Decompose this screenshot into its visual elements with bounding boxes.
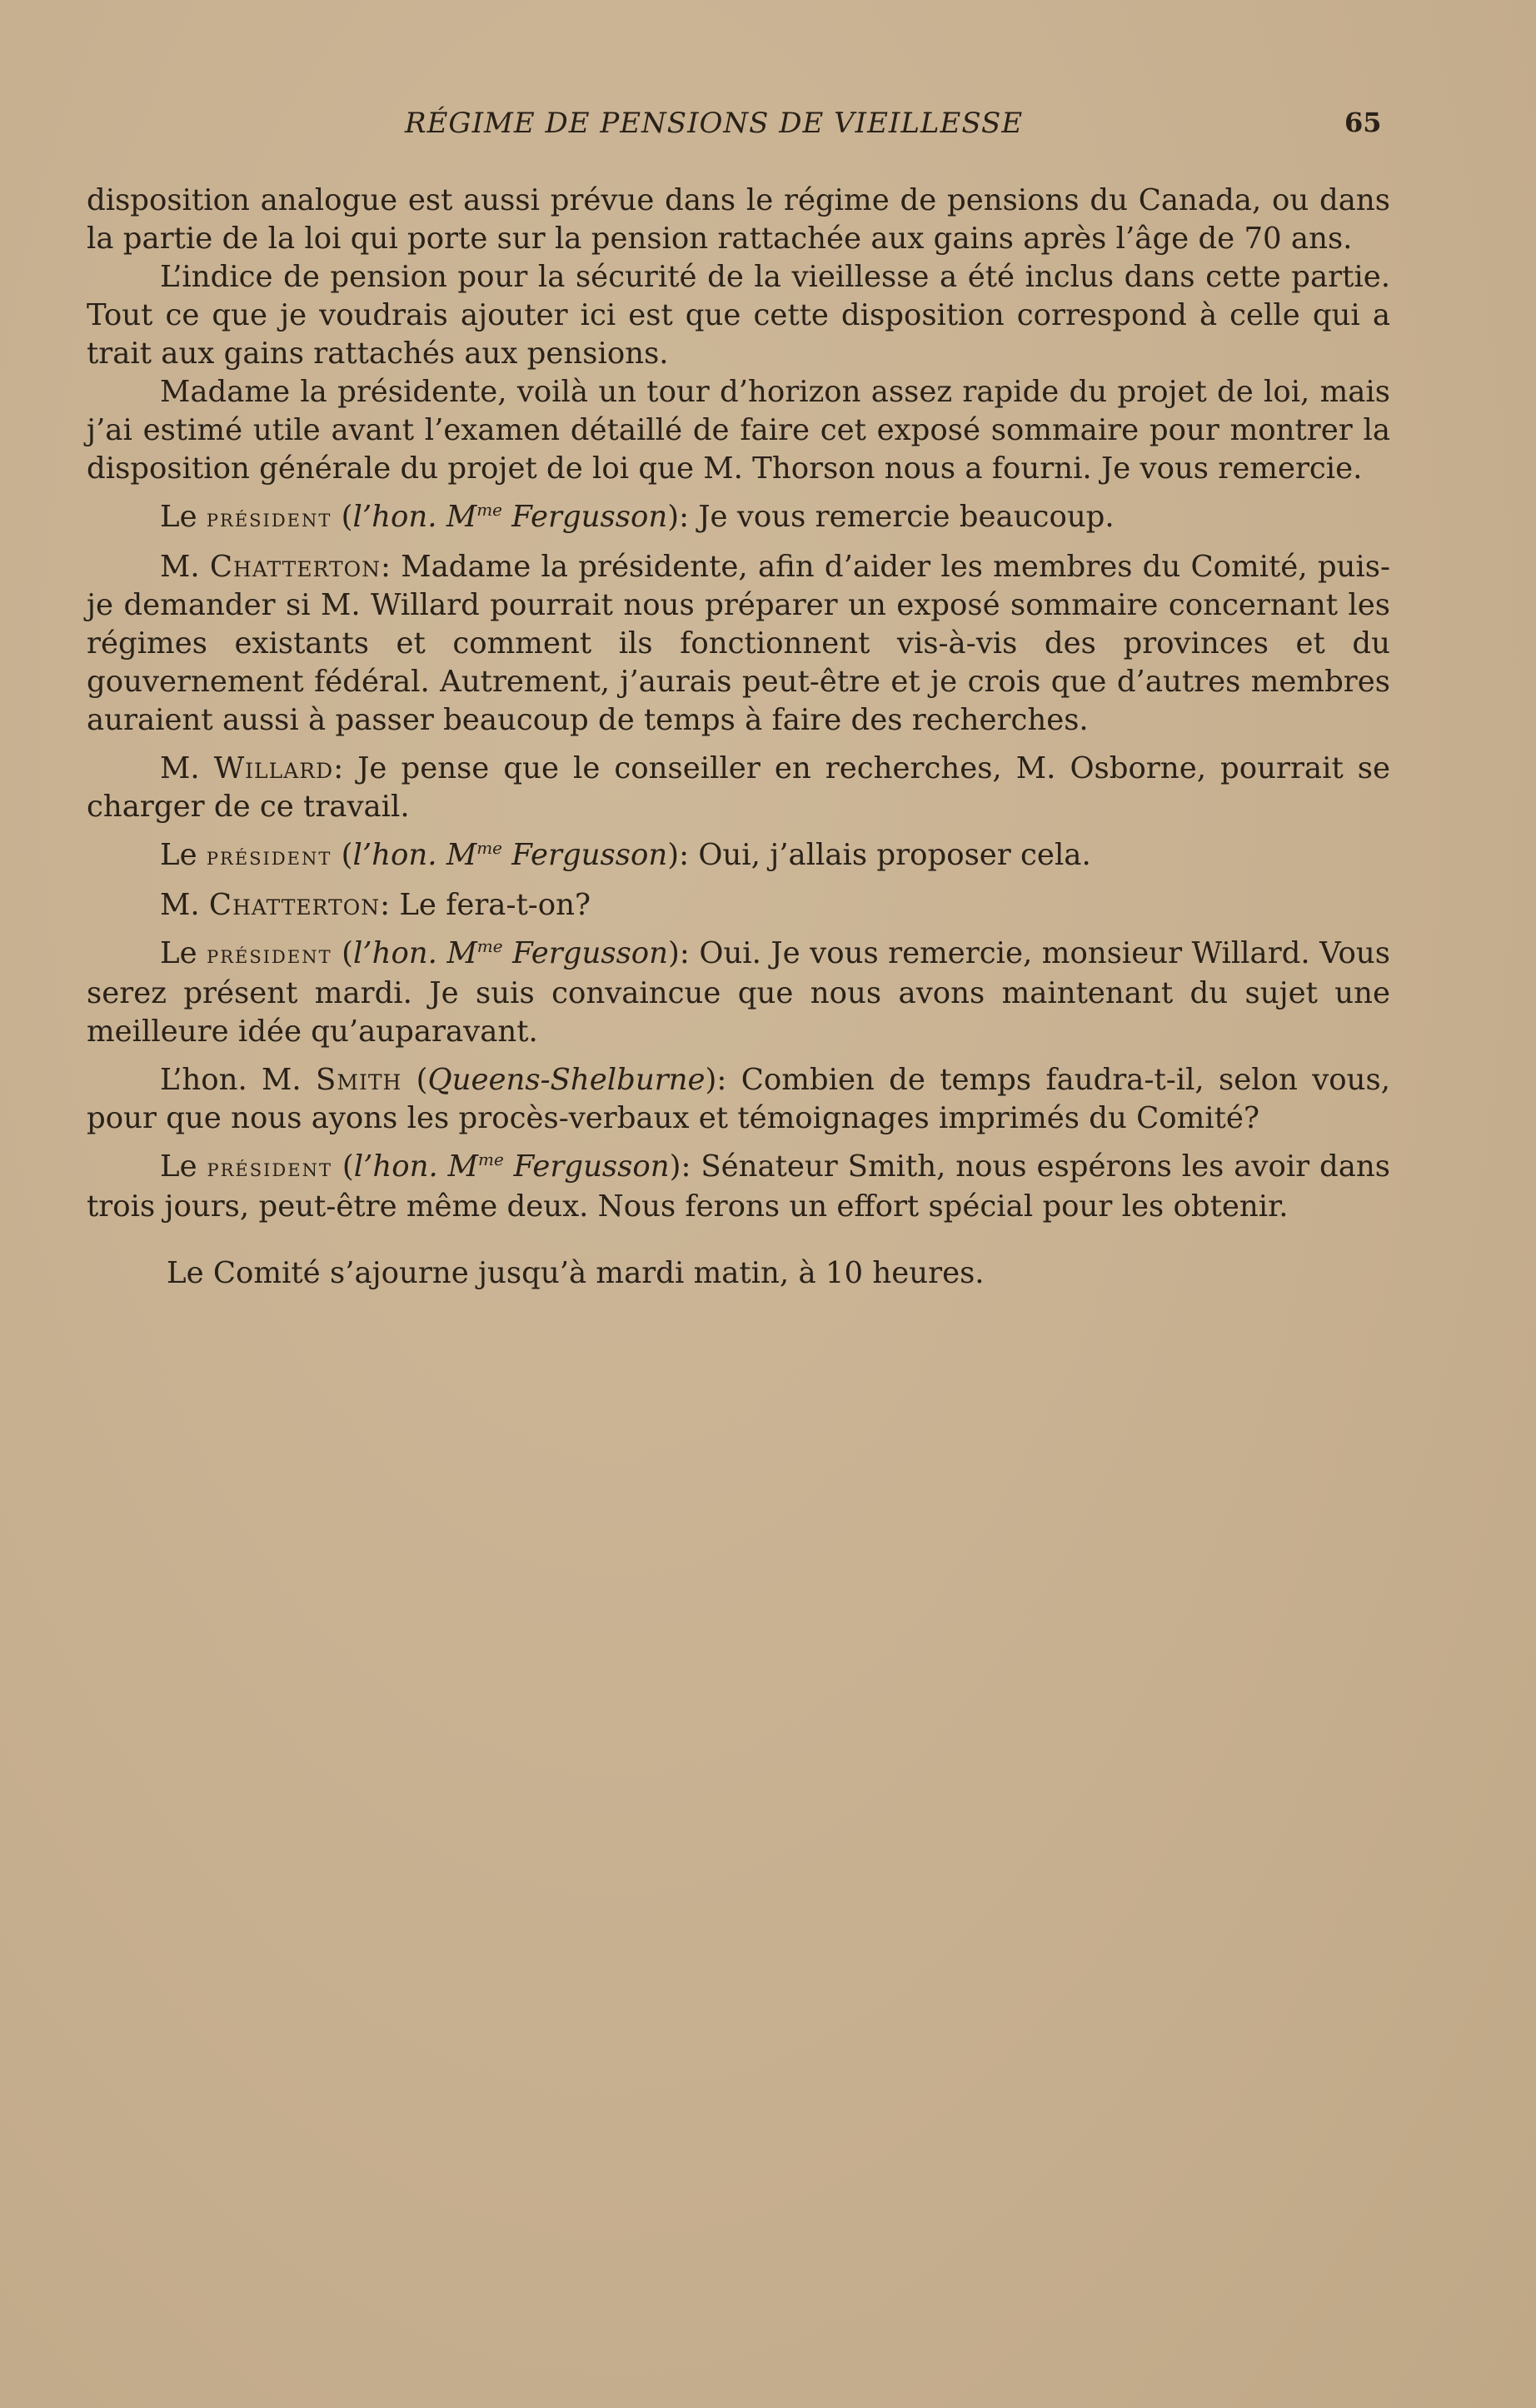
- attribution-title: l’hon. M: [352, 500, 477, 534]
- speech-text: Sénateur Smith, nous espérons les avoir dans trois jours, peut-être même deux. Nous ferons un effort spécial pour les obtenir.: [87, 1149, 1390, 1224]
- speaker-name: Willard: [213, 751, 334, 785]
- speech-text: Oui, j’allais proposer cela.: [698, 838, 1091, 872]
- attribution-close: ):: [669, 1149, 701, 1184]
- speaker-prefix: M.: [160, 751, 214, 785]
- attribution-superscript: me: [476, 500, 502, 521]
- paragraph: Madame la présidente, voilà un tour d’horizon assez rapide du projet de loi, mais j’ai estimé utile avant l’examen détaillé de faire cet exposé sommaire pour montrer la disposition générale du projet de loi que M. Thorson nous a fourni. Je vous remercie.: [87, 375, 1390, 486]
- page-number: 65: [1344, 107, 1382, 138]
- speaker-name: Chatterton: [208, 888, 381, 922]
- attribution-name: Queens-Shelburne: [427, 1063, 706, 1097]
- speaker-name: Chatterton: [209, 550, 382, 584]
- speaker-prefix: Le: [160, 936, 207, 970]
- attribution-title: l’hon. M: [353, 1149, 478, 1184]
- speaker-role: président: [207, 940, 332, 970]
- speaker-role: président: [207, 1154, 332, 1183]
- speaker-prefix: Le: [160, 1149, 207, 1184]
- adjournment-note: Le Comité s’ajourne jusqu’à mardi matin, à 10 heures.: [167, 1256, 985, 1290]
- speech-text: Je vous remercie beaucoup.: [698, 500, 1115, 534]
- attribution-superscript: me: [476, 936, 503, 957]
- attribution-open: (: [401, 1063, 428, 1097]
- paragraph: L’indice de pension pour la sécurité de la vieillesse a été inclus dans cette partie. Tout ce que je voudrais ajouter ici est que cette disposition correspond à celle qui a trait aux gains rattachés aux pensions.: [87, 260, 1390, 371]
- running-head: [0, 107, 1536, 148]
- attribution-superscript: me: [477, 1149, 504, 1170]
- speech-paragraph: [87, 1061, 1390, 1138]
- speech-paragraph: [87, 1148, 1390, 1226]
- speech-paragraph: [87, 548, 1390, 740]
- speech-text: : Je pense que le conseiller en recherches, M. Osborne, pourrait se charger de ce travail.: [87, 751, 1390, 824]
- attribution-name: Fergusson: [503, 1149, 670, 1184]
- attribution-open: (: [332, 936, 353, 970]
- attribution-name: Fergusson: [502, 500, 668, 534]
- speaker-prefix: L’hon. M.: [160, 1063, 317, 1097]
- paragraph-continuation: disposition analogue est aussi prévue dans le régime de pensions du Canada, ou dans la partie de la loi qui porte sur la pension rattachée aux gains après l’âge de 70 ans.: [87, 183, 1390, 256]
- speech-text: : Le fera-t-on?: [380, 888, 591, 922]
- speaker-name: Smith: [316, 1063, 402, 1097]
- speaker-role: président: [206, 504, 332, 533]
- running-title: RÉGIME DE PENSIONS DE VIEILLESSE: [405, 107, 1024, 140]
- attribution-close: ):: [667, 500, 699, 534]
- attribution-open: (: [332, 838, 353, 872]
- speaker-prefix: Le: [160, 500, 207, 534]
- speech-paragraph: [87, 935, 1390, 1051]
- speaker-prefix: M.: [160, 888, 209, 922]
- speaker-prefix: Le: [160, 838, 207, 872]
- attribution-title: l’hon. M: [352, 936, 477, 970]
- attribution-close: ):: [668, 936, 700, 970]
- attribution-name: Fergusson: [502, 838, 668, 872]
- speaker-prefix: M.: [160, 550, 210, 584]
- attribution-title: l’hon. M: [352, 838, 477, 872]
- attribution-open: (: [332, 500, 353, 534]
- speech-paragraph: [87, 886, 1390, 925]
- speech-text: Combien de temps faudra-t-il, selon vous, pour que nous ayons les procès-verbaux et témoignages imprimés du Comité?: [87, 1063, 1390, 1135]
- attribution-close: ):: [667, 838, 699, 872]
- attribution-superscript: me: [476, 838, 502, 859]
- speech-paragraph: [87, 836, 1390, 876]
- attribution-name: Fergusson: [502, 936, 669, 970]
- attribution-close: ):: [705, 1063, 741, 1097]
- speaker-role: président: [206, 842, 332, 871]
- speech-text: Oui. Je vous remercie, monsieur Willard. Vous serez présent mardi. Je suis convaincue que nous avons maintenant du sujet une meilleure idée qu’auparavant.: [87, 936, 1390, 1049]
- body-text: [87, 182, 1390, 1293]
- attribution-open: (: [332, 1149, 354, 1184]
- speech-paragraph: [87, 498, 1390, 538]
- speech-text: : Madame la présidente, afin d’aider les membres du Comité, puis-je demander si M. Willard pourrait nous préparer un exposé sommaire concernant les régimes existants et comment ils fonctionnent vis-à-vis des provinces et du gouvernement fédéral. Autrement, j’aurais peut-être et je crois que d’autres membres auraient aussi à passer beaucoup de temps à faire des recherches.: [87, 550, 1390, 737]
- speech-paragraph: [87, 750, 1390, 826]
